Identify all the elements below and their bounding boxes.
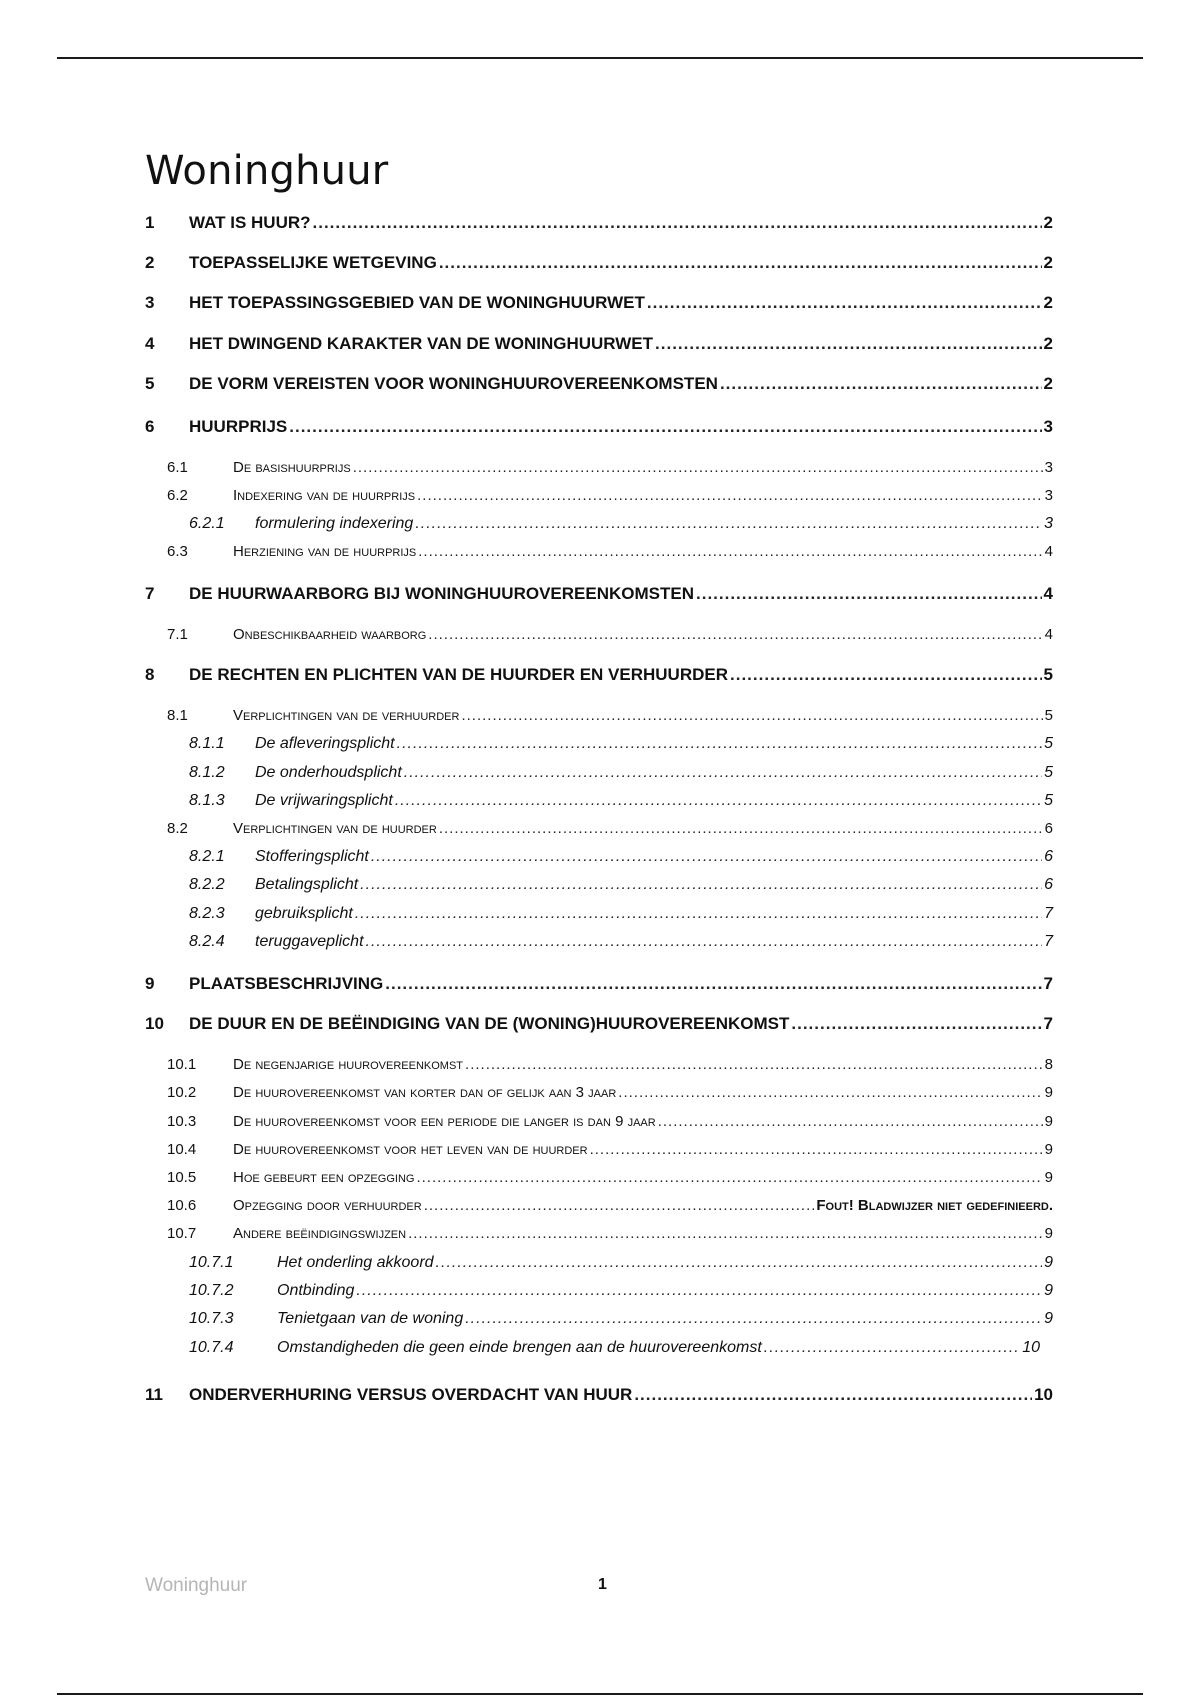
toc-entry[interactable] [145, 334, 1053, 354]
toc-label: Ontbinding [277, 1282, 355, 1299]
toc-label: DE HUURWAARBORG BIJ WONINGHUUROVEREENKOMSTEN [189, 584, 694, 603]
toc-leader [764, 1339, 1020, 1357]
toc-entry[interactable] [145, 876, 1053, 894]
toc-page: 10 [1034, 1385, 1053, 1404]
header-rule [57, 57, 1143, 59]
toc-label: TOEPASSELIJKE WETGEVING [189, 253, 437, 272]
toc-page-error: Fout! Bladwijzer niet gedefinieerd. [816, 1197, 1053, 1214]
toc-entry[interactable] [145, 459, 1053, 476]
toc-label: De huurovereenkomst van korter dan of gelijk aan 3 jaar [233, 1084, 617, 1101]
toc-leader [371, 848, 1042, 866]
toc-leader [696, 584, 1042, 604]
toc-leader [730, 665, 1042, 685]
toc-leader [418, 543, 1042, 560]
toc-entry[interactable] [145, 1169, 1053, 1186]
toc-page: 5 [1044, 792, 1053, 809]
toc-number: 10.7.2 [189, 1282, 234, 1299]
toc-number: 6 [145, 417, 155, 436]
toc-page: 2 [1043, 213, 1053, 232]
toc-label: gebruiksplicht [255, 905, 353, 922]
toc-entry[interactable] [145, 1084, 1053, 1101]
toc-leader [465, 1310, 1042, 1328]
toc-entry[interactable] [145, 820, 1053, 837]
toc-entry[interactable] [145, 1385, 1053, 1405]
toc-page: 5 [1044, 764, 1053, 781]
toc-page: 10 [1022, 1339, 1040, 1356]
toc-entry[interactable] [145, 848, 1053, 866]
toc-label: PLAATSBESCHRIJVING [189, 974, 384, 993]
toc-number: 11 [145, 1385, 163, 1404]
toc-entry[interactable] [145, 374, 1053, 394]
toc-entry[interactable] [145, 1339, 1040, 1357]
toc-number: 9 [145, 974, 155, 993]
toc-number: 4 [145, 334, 155, 353]
toc-entry[interactable] [145, 1225, 1053, 1242]
toc-number: 8.1.2 [189, 764, 225, 781]
toc-leader [436, 1254, 1043, 1272]
toc-page: 6 [1044, 820, 1053, 837]
toc-number: 10.7 [167, 1225, 197, 1242]
toc-number: 10 [145, 1014, 164, 1033]
toc-label: Andere beëindigingswijzen [233, 1225, 407, 1242]
toc-leader [720, 374, 1042, 394]
toc-entry[interactable] [145, 293, 1053, 313]
toc-label: Tenietgaan van de woning [277, 1310, 464, 1327]
toc-number: 10.3 [167, 1113, 197, 1130]
toc-leader [655, 334, 1042, 354]
toc-leader [395, 792, 1042, 810]
toc-page: 5 [1044, 707, 1053, 724]
toc-entry[interactable] [145, 584, 1053, 604]
toc-leader [360, 876, 1042, 894]
toc-page: 2 [1043, 374, 1053, 393]
toc-entry[interactable] [145, 764, 1053, 782]
toc-label: Omstandigheden die geen einde brengen aan de huurovereenkomst [277, 1339, 762, 1356]
footer-page-number: 1 [598, 1576, 607, 1593]
toc-number: 5 [145, 374, 155, 393]
toc-leader [289, 417, 1041, 437]
toc-leader [366, 933, 1043, 951]
toc-leader [634, 1385, 1032, 1405]
toc-page: 3 [1044, 459, 1053, 476]
toc-entry[interactable] [145, 1141, 1053, 1158]
toc-entry[interactable] [145, 1282, 1053, 1300]
toc-page: 6 [1044, 848, 1053, 865]
toc-entry[interactable] [145, 665, 1053, 685]
toc-number: 8.2.4 [189, 933, 225, 950]
toc-label: De vrijwaringsplicht [255, 792, 393, 809]
toc-leader [313, 213, 1042, 233]
toc-entry[interactable] [145, 792, 1053, 810]
toc-number: 6.3 [167, 543, 188, 560]
toc-label: DE VORM VEREISTEN VOOR WONINGHUUROVEREENKOMSTEN [189, 374, 718, 393]
toc-label: Indexering van de huurprijs [233, 487, 416, 504]
toc-entry[interactable] [145, 417, 1053, 437]
toc-label: Opzegging door verhuurder [233, 1197, 422, 1214]
toc-label: HET TOEPASSINGSGEBIED VAN DE WONINGHUURWET [189, 293, 645, 312]
toc-page: 4 [1044, 543, 1053, 560]
toc-number: 2 [145, 253, 155, 272]
toc-number: 1 [145, 213, 155, 232]
toc-page: 6 [1044, 876, 1053, 893]
toc-number: 3 [145, 293, 155, 312]
toc-entry[interactable] [145, 905, 1053, 923]
toc-entry[interactable] [145, 1014, 1053, 1034]
footer-document-title: Woninghuur [145, 1575, 248, 1596]
toc-leader [439, 820, 1043, 837]
toc-leader [417, 487, 1043, 504]
toc-number: 8.2.1 [189, 848, 225, 865]
toc-page: 8 [1044, 1056, 1053, 1073]
footer-rule [57, 1693, 1143, 1695]
toc-page: 3 [1044, 515, 1053, 532]
toc-page: 9 [1044, 1141, 1053, 1158]
toc-label: formulering indexering [255, 515, 414, 532]
toc-label: Verplichtingen van de huurder [233, 820, 437, 837]
toc-number: 6.1 [167, 459, 188, 476]
toc-leader [397, 735, 1042, 753]
toc-leader [590, 1141, 1043, 1158]
toc-entry[interactable] [145, 213, 1053, 233]
toc-number: 6.2.1 [189, 515, 225, 532]
toc-entry[interactable] [145, 1197, 1053, 1214]
toc-number: 6.2 [167, 487, 188, 504]
toc-label: Verplichtingen van de verhuurder [233, 707, 460, 724]
toc-number: 8.1 [167, 707, 188, 724]
toc-leader [428, 626, 1042, 643]
toc-number: 10.2 [167, 1084, 197, 1101]
toc-leader [404, 764, 1042, 782]
toc-leader [416, 1169, 1042, 1186]
toc-entry[interactable] [145, 543, 1053, 560]
toc-label: ONDERVERHURING VERSUS OVERDACHT VAN HUUR [189, 1385, 633, 1404]
toc-label: De onderhoudsplicht [255, 764, 402, 781]
toc-page: 5 [1043, 665, 1053, 684]
toc-page: 7 [1044, 905, 1053, 922]
toc-leader [353, 459, 1043, 476]
toc-number: 10.7.4 [189, 1339, 234, 1356]
toc-number: 10.1 [167, 1056, 197, 1073]
toc-leader [356, 1282, 1042, 1300]
toc-number: 7 [145, 584, 155, 603]
toc-number: 8.2.3 [189, 905, 225, 922]
toc-label: Hoe gebeurt een opzegging [233, 1169, 415, 1186]
toc-number: 8.2.2 [189, 876, 225, 893]
toc-label: DE DUUR EN DE BEËINDIGING VAN DE (WONING)HUUROVEREENKOMST [189, 1014, 790, 1033]
toc-number: 8.2 [167, 820, 188, 837]
toc-page: 5 [1044, 735, 1053, 752]
toc-page: 9 [1044, 1169, 1053, 1186]
toc-leader [415, 515, 1042, 533]
toc-entry[interactable] [145, 1254, 1053, 1272]
toc-number: 10.6 [167, 1197, 197, 1214]
toc-page: 2 [1043, 253, 1053, 272]
toc-entry[interactable] [145, 487, 1053, 504]
toc-label: DE RECHTEN EN PLICHTEN VAN DE HUURDER EN VERHUURDER [189, 665, 729, 684]
toc-page: 9 [1044, 1084, 1053, 1101]
toc-page: 9 [1044, 1254, 1053, 1271]
toc-number: 10.5 [167, 1169, 197, 1186]
toc-page: 3 [1043, 417, 1053, 436]
toc-page: 4 [1043, 584, 1053, 603]
toc-entry[interactable] [145, 1056, 1053, 1073]
toc-entry[interactable] [145, 735, 1053, 753]
toc-entry[interactable] [145, 974, 1053, 994]
toc-leader [658, 1113, 1043, 1130]
toc-page: 9 [1044, 1225, 1053, 1242]
toc-leader [408, 1225, 1043, 1242]
toc-leader [465, 1056, 1043, 1073]
toc-page: 3 [1044, 487, 1053, 504]
toc-entry[interactable] [145, 626, 1053, 643]
toc-leader [424, 1197, 815, 1214]
toc-label: De negenjarige huurovereenkomst [233, 1056, 464, 1073]
toc-leader [439, 253, 1042, 273]
toc-leader [385, 974, 1041, 994]
toc-label: De huurovereenkomst voor het leven van de huurder [233, 1141, 588, 1158]
toc-page: 7 [1043, 1014, 1053, 1033]
toc-label: Herziening van de huurprijs [233, 543, 417, 560]
toc-entry[interactable] [145, 1310, 1053, 1328]
toc-number: 8.1.3 [189, 792, 225, 809]
toc-entry[interactable] [145, 933, 1053, 951]
toc-leader [355, 905, 1042, 923]
toc-leader [647, 293, 1042, 313]
toc-page: 9 [1044, 1113, 1053, 1130]
toc-label: teruggaveplicht [255, 933, 364, 950]
toc-page: 2 [1043, 293, 1053, 312]
toc-page: 7 [1043, 974, 1053, 993]
toc-page: 9 [1044, 1310, 1053, 1327]
toc-page: 2 [1043, 334, 1053, 353]
toc-page: 7 [1044, 933, 1053, 950]
toc-leader [461, 707, 1042, 724]
toc-number: 7.1 [167, 626, 188, 643]
toc-number: 10.7.3 [189, 1310, 234, 1327]
toc-label: Het onderling akkoord [277, 1254, 434, 1271]
toc-label: HET DWINGEND KARAKTER VAN DE WONINGHUURWET [189, 334, 654, 353]
document-title: Woninghuur [145, 148, 389, 194]
toc-label: De afleveringsplicht [255, 735, 395, 752]
toc-entry[interactable] [145, 1113, 1053, 1130]
toc-number: 10.7.1 [189, 1254, 234, 1271]
toc-label: WAT IS HUUR? [189, 213, 311, 232]
toc-page: 4 [1044, 626, 1053, 643]
toc-entry[interactable] [145, 253, 1053, 273]
toc-number: 10.4 [167, 1141, 197, 1158]
toc-leader [618, 1084, 1042, 1101]
toc-label: HUURPRIJS [189, 417, 288, 436]
toc-entry[interactable] [145, 515, 1053, 533]
toc-number: 8.1.1 [189, 735, 225, 752]
toc-label: Onbeschikbaarheid waarborg [233, 626, 427, 643]
toc-label: De basishuurprijs [233, 459, 351, 476]
toc-leader [791, 1014, 1041, 1034]
toc-entry[interactable] [145, 707, 1053, 724]
toc-label: Stofferingsplicht [255, 848, 369, 865]
toc-label: Betalingsplicht [255, 876, 359, 893]
toc-number: 8 [145, 665, 155, 684]
toc-page: 9 [1044, 1282, 1053, 1299]
toc-label: De huurovereenkomst voor een periode die langer is dan 9 jaar [233, 1113, 656, 1130]
